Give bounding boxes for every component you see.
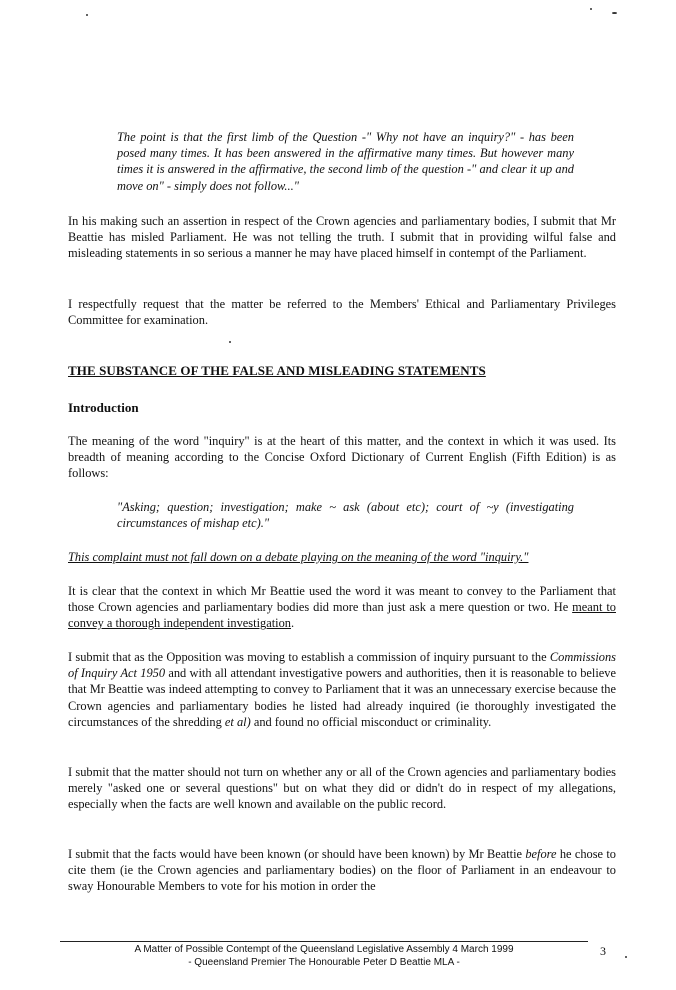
para6-act-name: Commissions of Inquiry Act 1950: [68, 650, 616, 681]
para6-text-3: and found no official misconduct or criminality.: [250, 714, 492, 729]
footer-rule: [60, 941, 588, 942]
paragraph-matter-should-not-turn: I submit that the matter should not turn on whether any or all of the Crown agencies and parliamentary bodies merely "asked one or several questions" but on what they did or didn't do in respect of my allegations, especially when the facts are well known and available on the public record.: [68, 765, 616, 812]
paragraph-complaint-debate: [68, 549, 616, 565]
para8-text-1: I submit that the facts would have been known (or should have been known) by Mr Beattie: [68, 847, 526, 861]
scan-speck: [612, 12, 617, 14]
footer-subtitle: - Queensland Premier The Honourable Peter D Beattie MLA -: [188, 957, 460, 968]
para8-text-2: he chose to cite them (ie the Crown agencies and parliamentary bodies) on the floor of Parliament in an endeavour to sway Honourable Members to vote for his motion in order the: [68, 847, 616, 894]
subheading-introduction: Introduction: [68, 400, 139, 415]
para6-text-2: and with all attendant investigative powers and authorities, then it is reasonable to believe that Mr Beattie was indeed attempting to convey to Parliament that it was an unnecessary exercise because the Crown agencies and parliamentary bodies he listed had already inquired (ie thoroughly investigated the circumstances of the shredding: [68, 666, 616, 729]
para5-text-2: .: [290, 616, 295, 631]
paragraph-opposition-commission: [68, 649, 616, 730]
scan-speck: [86, 14, 88, 16]
para5-underlined: meant to convey a thorough independent investigation: [68, 600, 616, 631]
scan-speck: [590, 8, 592, 10]
paragraph-meaning-of-inquiry: The meaning of the word "inquiry" is at the heart of this matter, and the context in which it was used. Its breadth of meaning according to the Concise Oxford Dictionary of Current English (Fifth Edition) is as follows:: [68, 434, 616, 481]
complaint-statement: This complaint must not fall down on a debate playing on the meaning of the word "inquiry.": [68, 550, 529, 564]
paragraph-referral-request: I respectfully request that the matter be referred to the Members' Ethical and Parliamentary Privileges Committee for examination.: [68, 297, 616, 328]
scan-speck: [625, 956, 627, 958]
paragraph-context: [68, 583, 616, 632]
paragraph-misled-parliament: In his making such an assertion in respect of the Crown agencies and parliamentary bodies, I submit that Mr Beattie has misled Parliament. He was not telling the truth. I submit that in providing wilful false and misleading statements in so serious a manner he may have placed himself in contempt of the Parliament.: [68, 214, 616, 261]
quote-first-limb: The point is that the first limb of the Question -" Why not have an inquiry?" - has been posed many times. It has been answered in the affirmative many times. But however many times it is answered in the affirmative, the second limb of the question -" and clear it up and move on" - simply does not follow...": [117, 130, 574, 193]
para5-text-1: It is clear that the context in which Mr Beattie used the word it was meant to convey to the Parliament that those Crown agencies and parliamentary bodies did more than just ask a mere question or two. He: [68, 584, 616, 615]
section-heading: THE SUBSTANCE OF THE FALSE AND MISLEADING STATEMENTS: [68, 363, 486, 378]
quote-dictionary-definition: "Asking; question; investigation; make ~ ask (about etc); court of ~y (investigating circumstances of mishap etc).": [117, 500, 574, 531]
footer-title: A Matter of Possible Contempt of the Queensland Legislative Assembly 4 March 1999: [134, 944, 514, 955]
paragraph-facts-known: [68, 846, 616, 895]
page-number: 3: [600, 944, 606, 958]
para6-text-1: I submit that as the Opposition was moving to establish a commission of inquiry pursuant to the: [68, 650, 550, 664]
para8-before: before: [525, 847, 557, 861]
scan-speck: [229, 341, 231, 343]
para6-et-al: et al): [224, 714, 251, 729]
